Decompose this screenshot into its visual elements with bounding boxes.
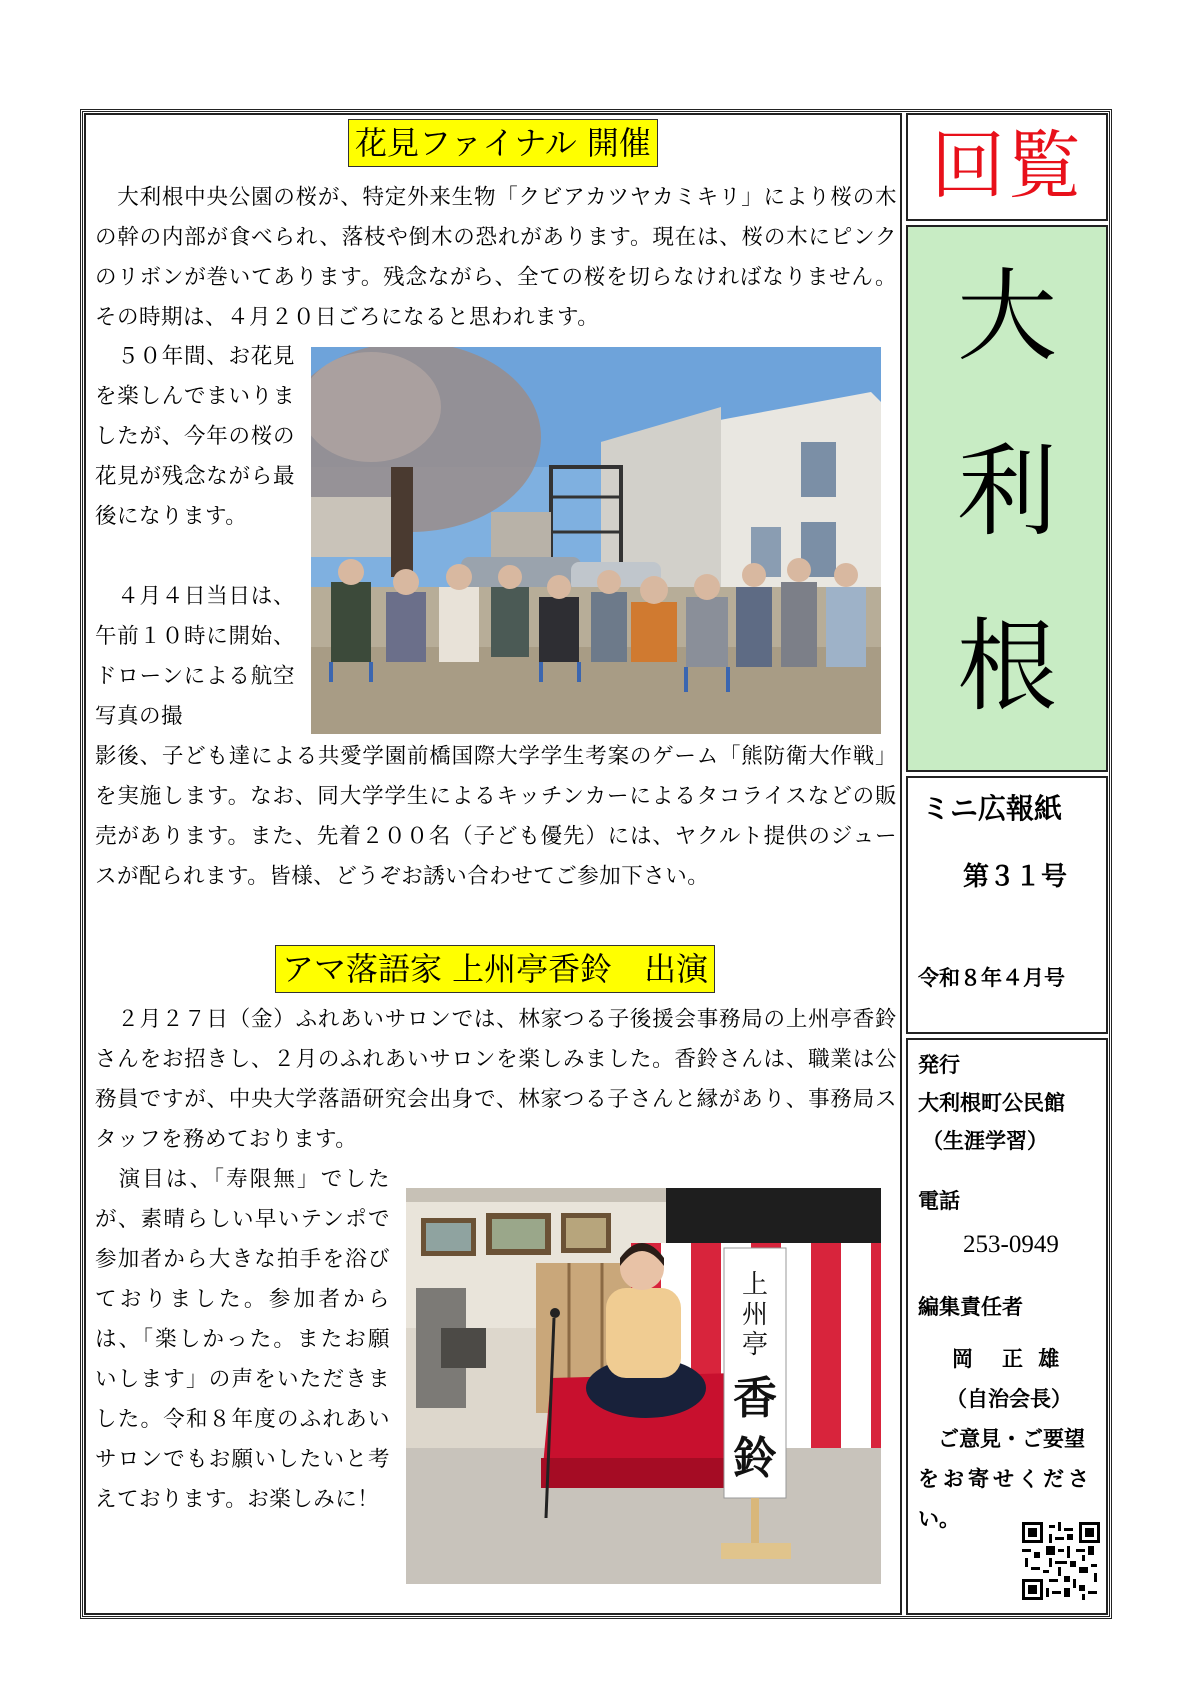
issue-box [906,776,1108,1034]
feedback-line-3: い。 [918,1506,960,1531]
hanami-group-photo [311,347,881,734]
title-char-3: 根 [957,608,1057,725]
article1-intro: 大利根中央公園の桜が、特定外来生物「クビアカツヤカミキリ」により桜の木の幹の内部が食べられ、落枝や倒木の恐れがあります。現在は、桜の木にピンクのリボンが巻いてあります。残念ながら、全ての桜を切らなければなりません。その時期は、４月２０日ごろになると思われます。 [95,185,897,330]
publisher-name: 大利根町公民館 [918,1090,1065,1115]
publisher-dept: （生涯学習） [922,1128,1048,1153]
article1-continued: 影後、子ども達による共愛学園前橋国際大学学生考案のゲーム「熊防衛大作戦」を実施します。なお、同大学学生によるキッチンカーによるタコライスなどの販売があります。また、先着２００名（子ども優先）には、ヤクルト提供のジュースが配られます。皆様、どうぞお誘い合わせてご参加下さい。 [95,744,897,889]
qr-code-icon[interactable] [1022,1522,1100,1600]
article2-left-text: 演目は、「寿限無」でしたが、素晴らしい早いテンポで参加者から大きな拍手を浴びておりました。参加者からは、「楽しかった。またお願いします」の声をいただきました。令和８年度のふれあいサロンでもお願いしたいと考えております。お楽しみに！ [95,1167,390,1512]
editor-role: （自治会長） [946,1386,1072,1411]
title-box [906,225,1108,772]
article1-left-text-2: ４月４日当日は、午前１０時に開始、ドローンによる航空写真の撮 [95,584,295,729]
kairan-box [906,113,1108,221]
feedback-line-1: ご意見・ご要望 [938,1426,1085,1451]
issue-date: 令和８年４月号 [918,965,1065,990]
editor-name: 岡 正 雄 [952,1346,1064,1371]
svg-text:香: 香 [733,1373,777,1424]
title-char-2: 利 [957,433,1057,550]
svg-text:上: 上 [741,1270,769,1300]
phone-label: 電話 [918,1188,960,1213]
article1-heading: 花見ファイナル 開催 [348,119,658,167]
svg-text:鈴: 鈴 [733,1433,777,1484]
article2-intro: ２月２７日（金）ふれあいサロンでは、林家つる子後援会事務局の上州亭香鈴さんをお招きし、２月のふれあいサロンを楽しみました。香鈴さんは、職業は公務員ですが、中央大学落語研究会出身で、林家つる子さんと縁があり、事務局スタッフを務めております。 [95,1007,897,1152]
editor-label: 編集責任者 [918,1294,1023,1319]
phone-number: 253-0949 [963,1231,1059,1258]
article1-left-text-1: ５０年間、お花見を楽しんでまいりましたが、今年の桜の花見が残念ながら最後になります。 [95,344,295,529]
article2-heading: アマ落語家 上州亭香鈴 出演 [275,945,715,993]
title-char-1: 大 [957,258,1057,375]
issue-number: 第３１号 [963,862,1068,892]
publisher-label: 発行 [918,1052,960,1077]
rakugo-performance-photo [406,1188,881,1584]
svg-text:亭: 亭 [741,1330,769,1360]
paper-type: ミニ広報紙 [922,792,1063,825]
feedback-line-2: をお寄せくださ [918,1466,1093,1491]
kairan-label: 回覧 [931,123,1083,209]
svg-text:州: 州 [741,1300,769,1330]
